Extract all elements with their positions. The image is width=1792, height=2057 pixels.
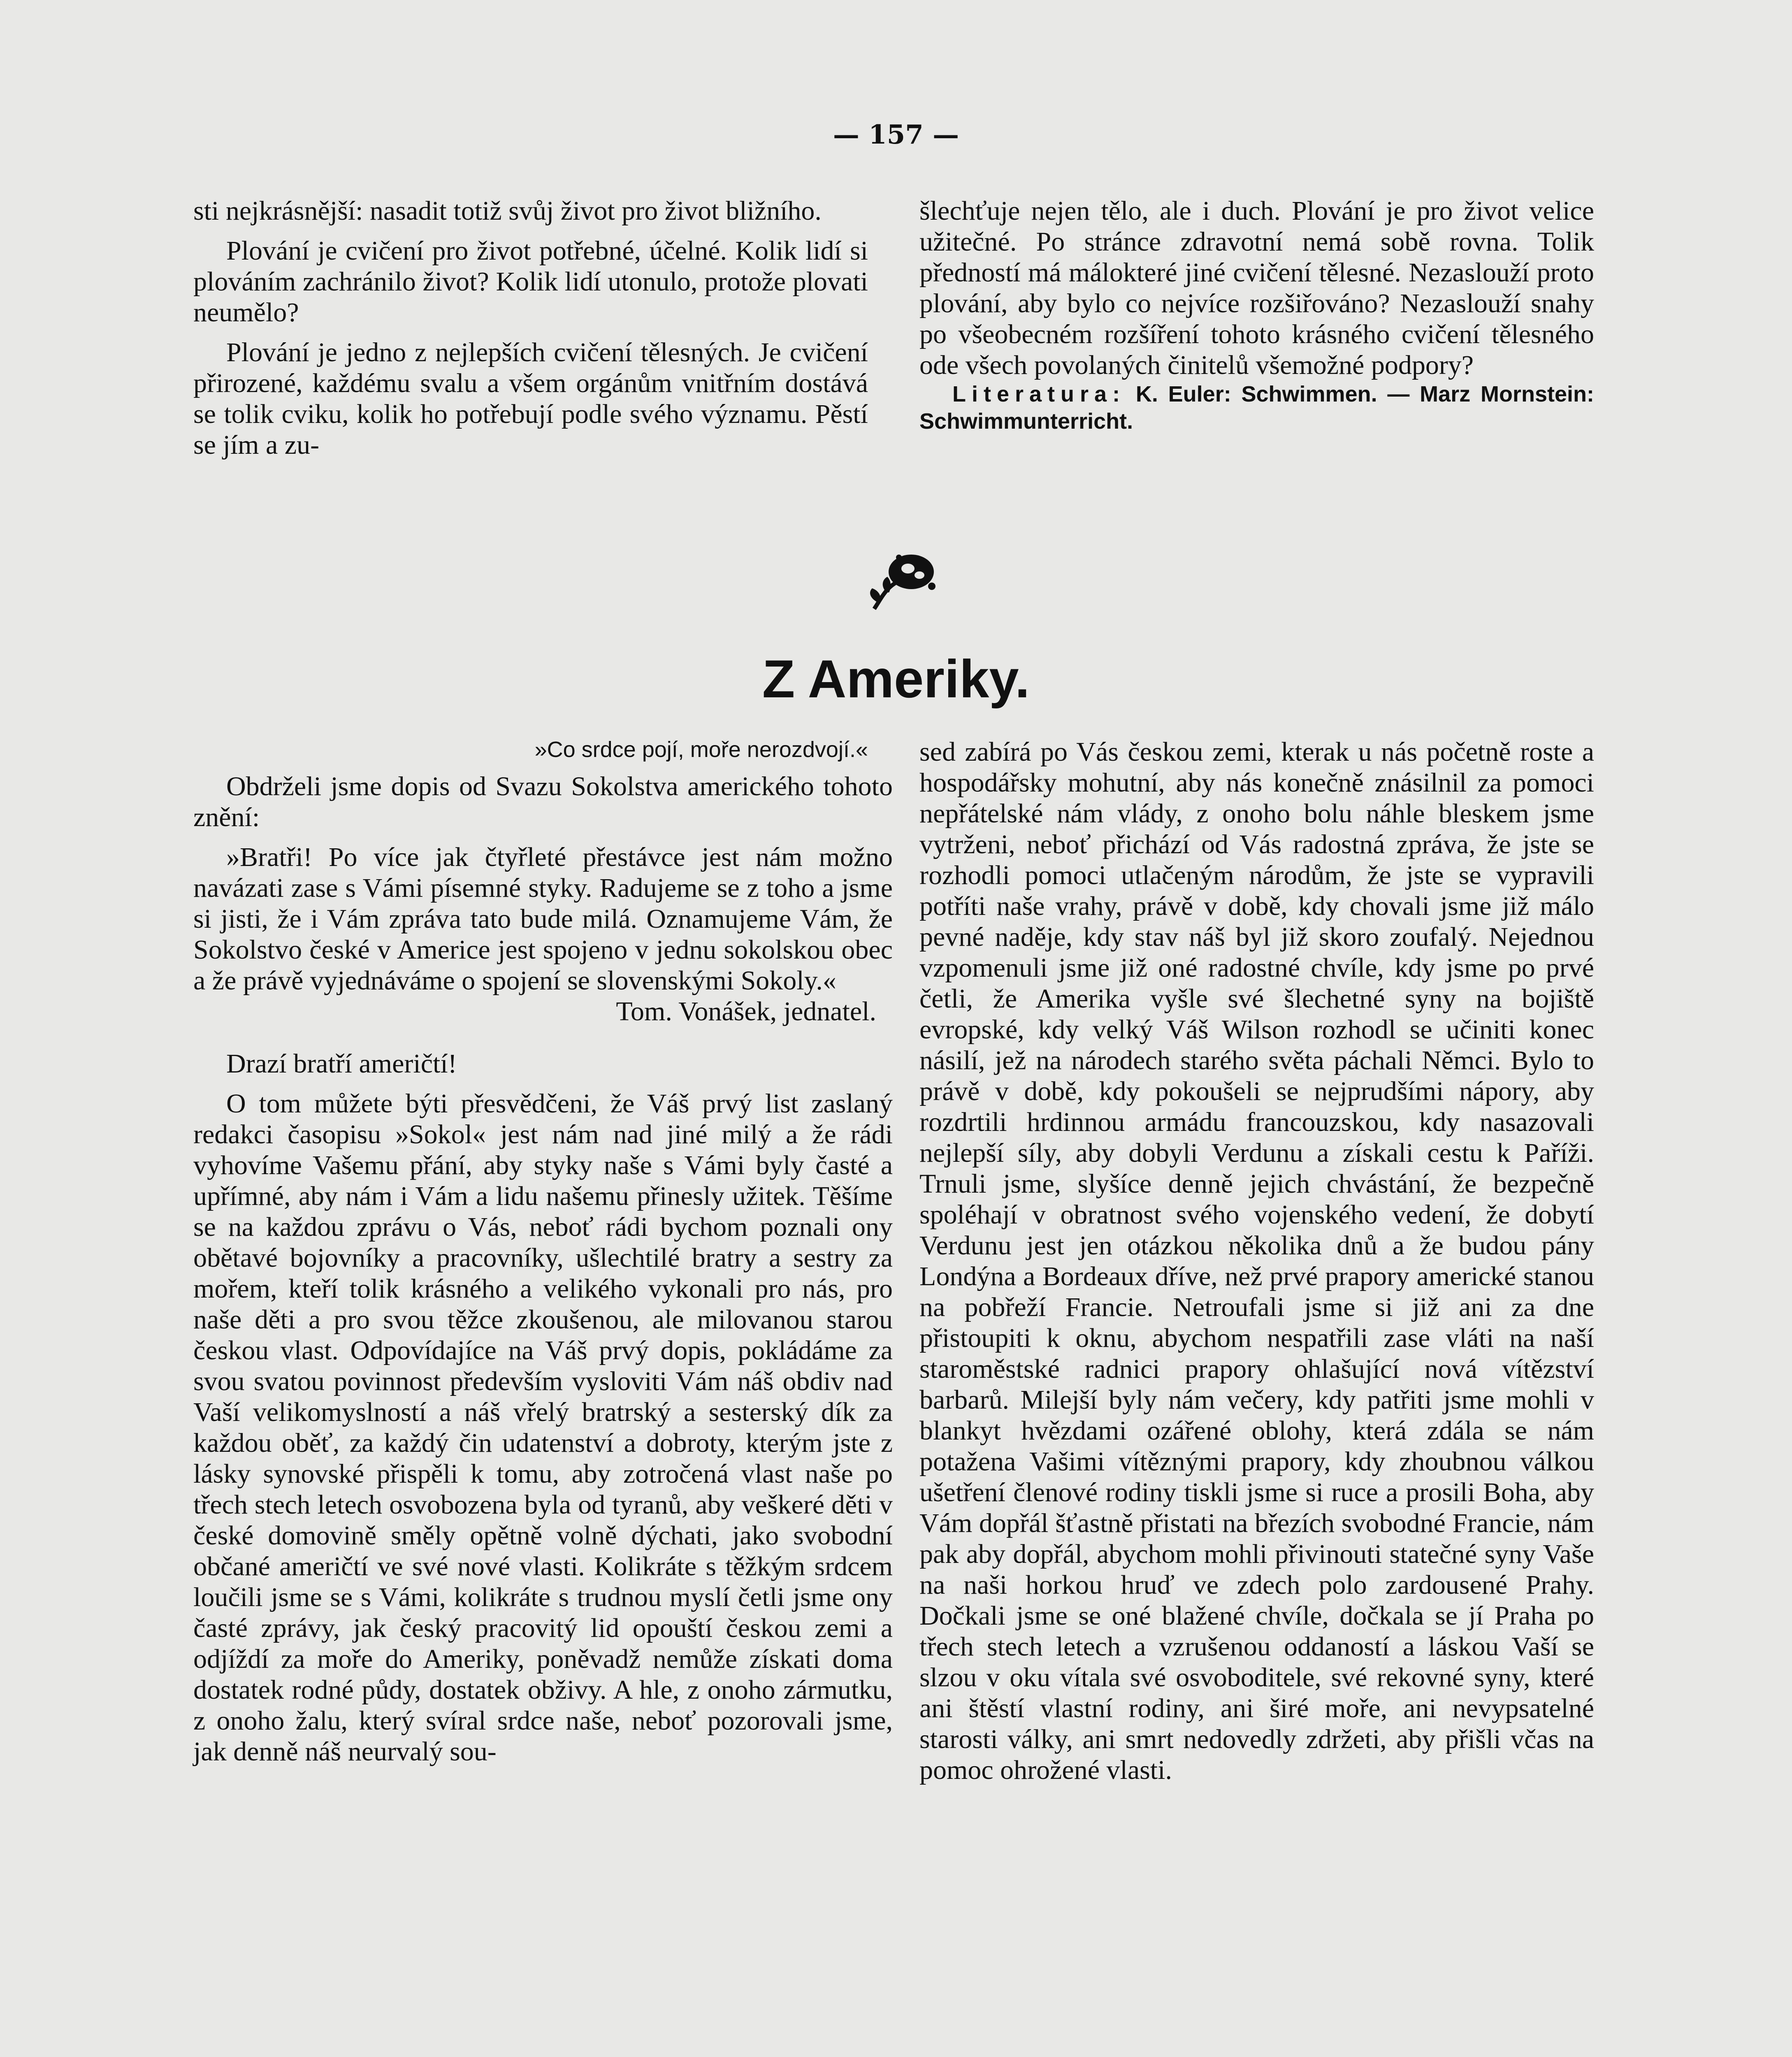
quoted-letter: »Bratři! Po více jak čtyřleté přestávce jest nám možno navázati zase s Vámi písemné styky. Radujeme se z toho a jsme si jisti, že i Vám zpráva tato bude milá. Oznamujeme Vám, že Sokolstvo české v Americe jest spojeno v jednu sokolskou obec a že právě vyjednáváme o spojení se slovenskými Sokoly.« [193,842,893,996]
paragraph: šlechťuje nejen tělo, ale i duch. Plování je pro život velice užitečné. Po stránce zdravotní nemá sobě rovna. Tolik předností má málokteré jiné cvičení tělesné. Nezaslouží proto plování, aby bylo co nejvíce rozšiřováno? Nezaslouží snahy po všeobecném rozšíření tohoto krásného cvičení tělesného ode všech povolaných činitelů všemožné podpory? [919,196,1594,380]
literature-text: K. Euler: Schwimmen. — Marz Mornstein: Schwimmunterricht. [919,382,1594,434]
literature-reference [919,381,1594,435]
paragraph: O tom můžete býti přesvědčeni, že Váš prvý list zaslaný redakci časopisu »Sokol« jest nám nad jiné milý a že rádi vyhovíme Vašemu přání, aby styky naše s Vámi byly časté a upřímné, aby nám i Vám a lidu našemu přinesly užitek. Těšíme se na každou zprávu o Vás, neboť rádi bychom poznali ony obětavé bojovníky a pracovníky, ušlechtilé bratry a sestry za mořem, kteří tolik krásného a velikého vykonali pro nás, pro naše děti a pro svou těžce zkoušenou, ale milovanou starou českou vlast. Odpovídajíce na Váš prvý dopis, pokládáme za svou svatou povinnost především vysloviti Vám náš obdiv nad Vaší velikomyslností a náš vřelý bratrský a sesterský dík za každou oběť, za každý čin udatenství a dobroty, kterým jste z lásky synovské přispěli k tomu, aby zotročená vlast naše po třech stech letech osvobozena byla od tyranů, aby veškeré děti v české domovině směly opětně volně dýchati, jako svobodní občané američtí ve své nové vlasti. Kolikráte s těžkým srdcem loučili jsme se s Vámi, kolikráte s trudnou myslí četli jsme ony časté zprávy, jak český pracovitý lid opouští českou zemi a odjíždí za moře do Ameriky, poněvadž nemůže získati doma dostatek rodné půdy, dostatek obživy. A hle, z onoho zármutku, z onoho žalu, který svíral srdce naše, neboť pozorovali jsme, jak denně náš neurvalý sou- [193,1089,893,1767]
page-number: — 157 — [833,119,959,150]
signature: Tom. Vonášek, jednatel. [616,996,876,1026]
motto: »Co srdce pojí, moře nerozdvojí.« [534,737,868,762]
paragraph: sed zabírá po Vás českou zemi, kterak u nás početně roste a hospodářsky mohutní, aby nás konečně znásilnil za pomoci nepřátelské nám vlády, z onoho bolu náhle bleskem jsme vytrženi, neboť přichází od Vás radostná zpráva, že jste se rozhodli pomoci utlačeným národům, že jste se vypravili potříti naše vrahy, právě v době, kdy chovali jsme již málo pevné naděje, kdy stav náš byl již skoro zoufalý. Nejednou vzpomenuli jsme již oné radostné chvíle, kdy jsme po prvé četli, že Amerika vyšle své šlechetné syny na bojiště evropské, kdy velký Váš Wilson rozhodl se učiniti konec násilí, jež na národech starého světa páchali Němci. Bylo to právě v době, kdy pokoušeli se nejprudšími nápory, aby rozdrtili hrdinnou armádu francouzskou, kdy nasazovali nejlepší síly, aby dobyli Verdunu a získali cestu k Paříži. Trnuli jsme, slyšíce denně jejich chvástání, že bezpečně spoléhají v obratnost svého vojenského vedení, že dobytí Verdunu jest jen otázkou několika dnů a že budou pány Londýna a Bordeaux dříve, než prvé prapory americké stanou na pobřeží Francie. Netroufali jsme si již ani za dne přistoupiti k oknu, abychom nespatřili zase vláti na naší staroměstské radnici prapory ohlašující nová vítězství barbarů. Milejší byly nám večery, kdy patřiti jsme mohli v blankyt hvězdami ozářené oblohy, která zdála se nám potažena Vašimi vítěznými prapory, kdy zhoubnou válkou ušetření členové rodiny tiskli jsme si ruce a prosili Boha, aby Vám dopřál šťastně přistati na březích svobodné Francie, nám pak aby dopřál, abychom mohli přivinouti statečné syny Vaše na naši horkou hruď ve zdech polo zardousené Prahy. Dočkali jsme se oné blažené chvíle, dočkala se jí Praha po třech stech letech a vzrušenou oddaností a láskou Vaší se slzou v oku vítala své osvoboditele, své rekovné syny, které ani štěstí vlastní rodiny, ani širé moře, ani nevypsatelné starosti války, ani smrt nedovedly zdržeti, aby přišli včas na pomoc ohrožené vlasti. [919,737,1594,1785]
section-title: Z Ameriky. [762,649,1030,709]
salutation: Drazí bratří američtí! [226,1049,457,1079]
bottom-right-column [919,736,1594,1785]
paragraph: Plování je jedno z nejlepších cvičení tělesných. Je cvičení přirozené, každému svalu a všem orgánům vnitřním dostává se tolik cviku, kolik ho potřebují podle svého významu. Pěstí se jím a zu- [193,337,868,460]
bottom-left-column [193,736,893,1767]
literature-label: Literatura: [952,382,1126,406]
paragraph: Plování je cvičení pro život potřebné, účelné. Kolik lidí si plováním zachránilo život? Kolik lidí utonulo, protože plovati neumělo? [193,236,868,327]
top-right-column [919,195,1594,435]
top-left-column [193,195,868,460]
paragraph: sti nejkrásnější: nasadit totiž svůj život pro život bližního. [193,196,822,226]
intro-paragraph: Obdrželi jsme dopis od Svazu Sokolstva amerického tohoto znění: [193,771,893,832]
flower-ornament-icon [862,547,940,613]
